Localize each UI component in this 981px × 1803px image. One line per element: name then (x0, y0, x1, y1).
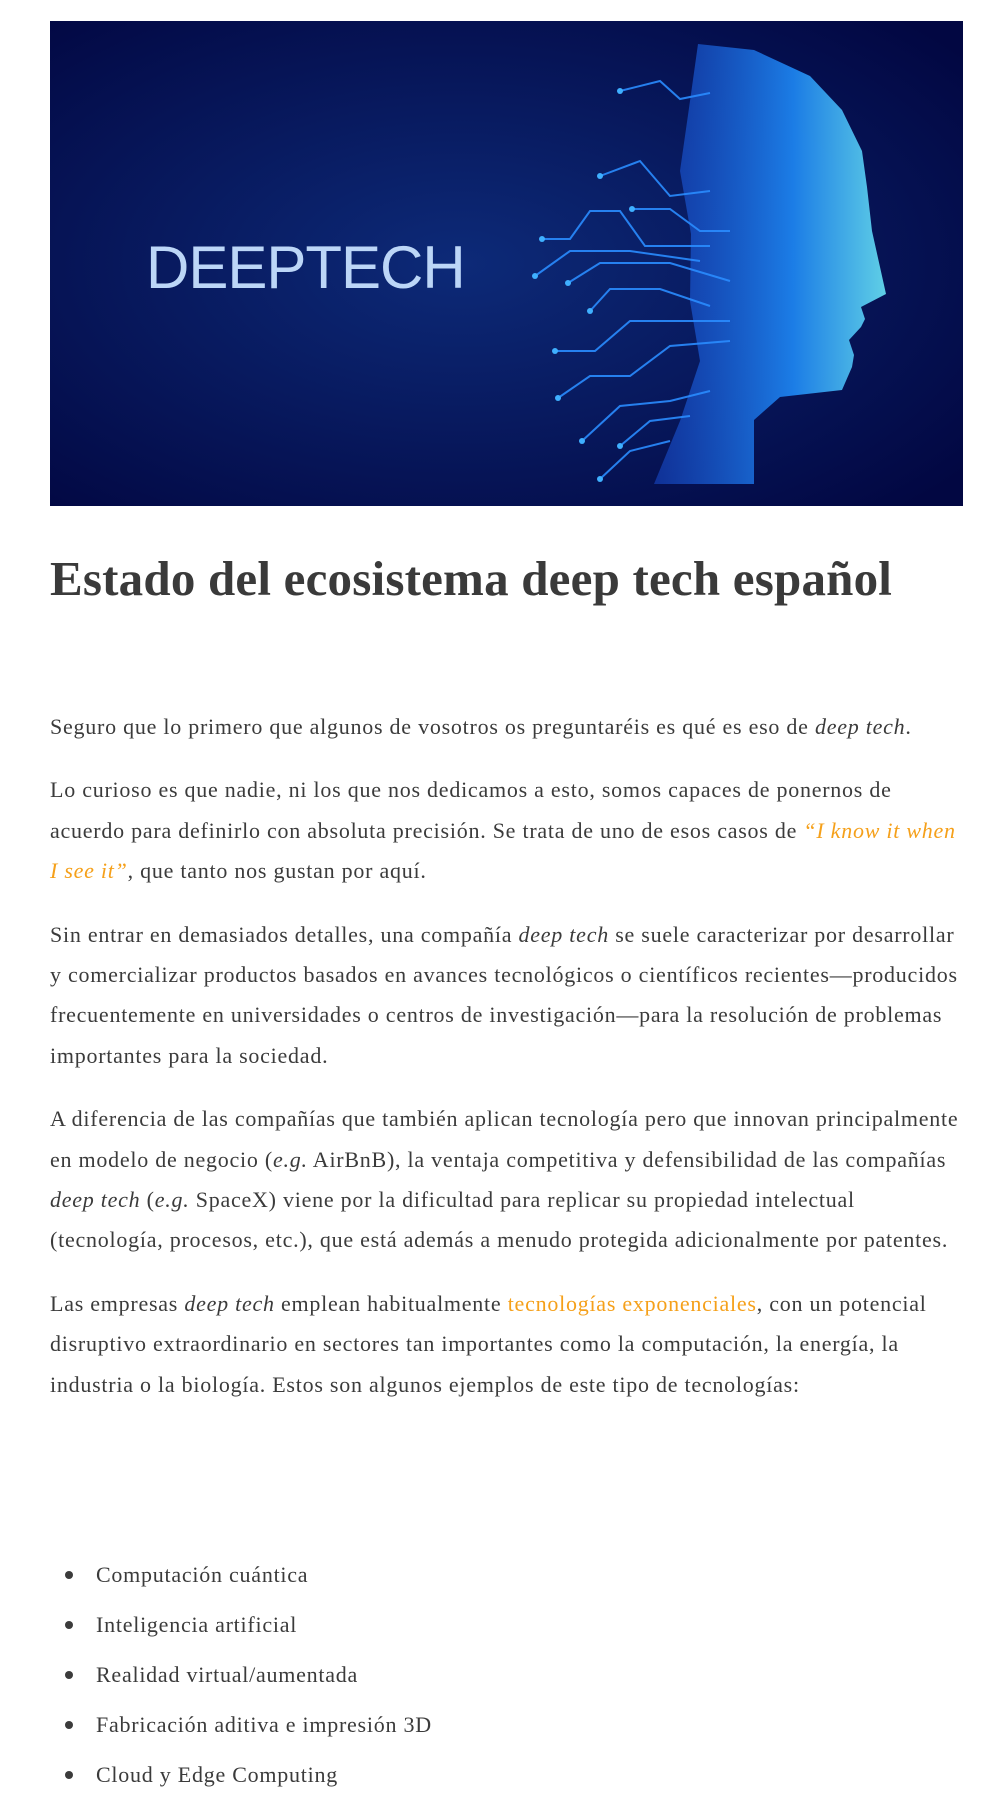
bullet-icon (65, 1621, 73, 1629)
text: , con un potencial disruptivo extraordinario en sectores tan importantes como la computación, la energía, la industria o la biología. Estos son algunos ejemplos de este tipo de tecnologías: (50, 1290, 927, 1397)
text: AirBnB), la ventaja competitiva y defensibilidad de las compañías (307, 1146, 947, 1172)
article-body (50, 707, 965, 1428)
list-item (50, 1753, 950, 1803)
hero-banner-image (50, 21, 963, 506)
bullet-icon (65, 1721, 73, 1729)
list-item-text: Inteligencia artificial (96, 1612, 298, 1637)
text: ( (140, 1187, 155, 1213)
paragraph-1 (50, 707, 965, 747)
list-item (50, 1653, 950, 1703)
list-item (50, 1553, 950, 1603)
text: , que tanto nos gustan por aquí. (127, 858, 427, 884)
technologies-list (50, 1553, 950, 1803)
text: A diferencia de las compañías que también aplican tecnología pero que innovan principalmente en modelo de negocio ( (50, 1106, 959, 1172)
bullet-icon (65, 1771, 73, 1779)
text: . (905, 714, 912, 739)
emphasis: e.g. (154, 1187, 190, 1213)
i-know-it-link[interactable]: “I know it when I see it” (50, 817, 956, 884)
text: se suele caracterizar por desarrollar y comercializar productos basados en avances tecnológicos o científicos recientes—producidos frecuentemente en universidades o centros de investigación—para la resolución de problemas importantes para la sociedad. (50, 921, 958, 1068)
tecnologias-exponenciales-link[interactable]: tecnologías exponenciales (507, 1290, 757, 1316)
emphasis: e.g. (273, 1146, 308, 1172)
bullet-icon (65, 1571, 73, 1579)
article-title: Estado del ecosistema deep tech español (50, 551, 893, 606)
paragraph-4 (50, 1099, 965, 1261)
paragraph-2 (50, 770, 965, 891)
emphasis: deep tech (184, 1290, 275, 1316)
paragraph-3 (50, 915, 965, 1077)
list-item (50, 1703, 950, 1753)
emphasis: deep tech (518, 921, 609, 947)
bullet-icon (65, 1671, 73, 1679)
paragraph-5 (50, 1284, 965, 1405)
emphasis: deep tech (814, 714, 906, 739)
text: Lo curioso es que nadie, ni los que nos dedicamos a esto, somos capaces de ponernos de acuerdo para definirlo con absoluta precisión. Se trata de uno de esos casos de (50, 777, 892, 843)
text: Las empresas (50, 1290, 185, 1316)
list-item (50, 1603, 950, 1653)
emphasis: deep tech (50, 1187, 141, 1213)
text: Seguro que lo primero que algunos de vosotros os preguntaréis es qué es eso de (50, 714, 815, 739)
text: Sin entrar en demasiados detalles, una compañía (50, 921, 519, 947)
list-item-text: Fabricación aditiva e impresión 3D (96, 1712, 432, 1737)
list-item-text: Computación cuántica (96, 1562, 309, 1587)
list-item-text: Cloud y Edge Computing (96, 1762, 338, 1787)
text: emplean habitualmente (274, 1290, 508, 1316)
banner-title: DEEPTECH (146, 234, 465, 301)
list-item-text: Realidad virtual/aumentada (96, 1662, 359, 1687)
text: SpaceX) viene por la dificultad para replicar su propiedad intelectual (tecnología, procesos, etc.), que está además a menudo protegida adicionalmente por patentes. (50, 1187, 949, 1253)
